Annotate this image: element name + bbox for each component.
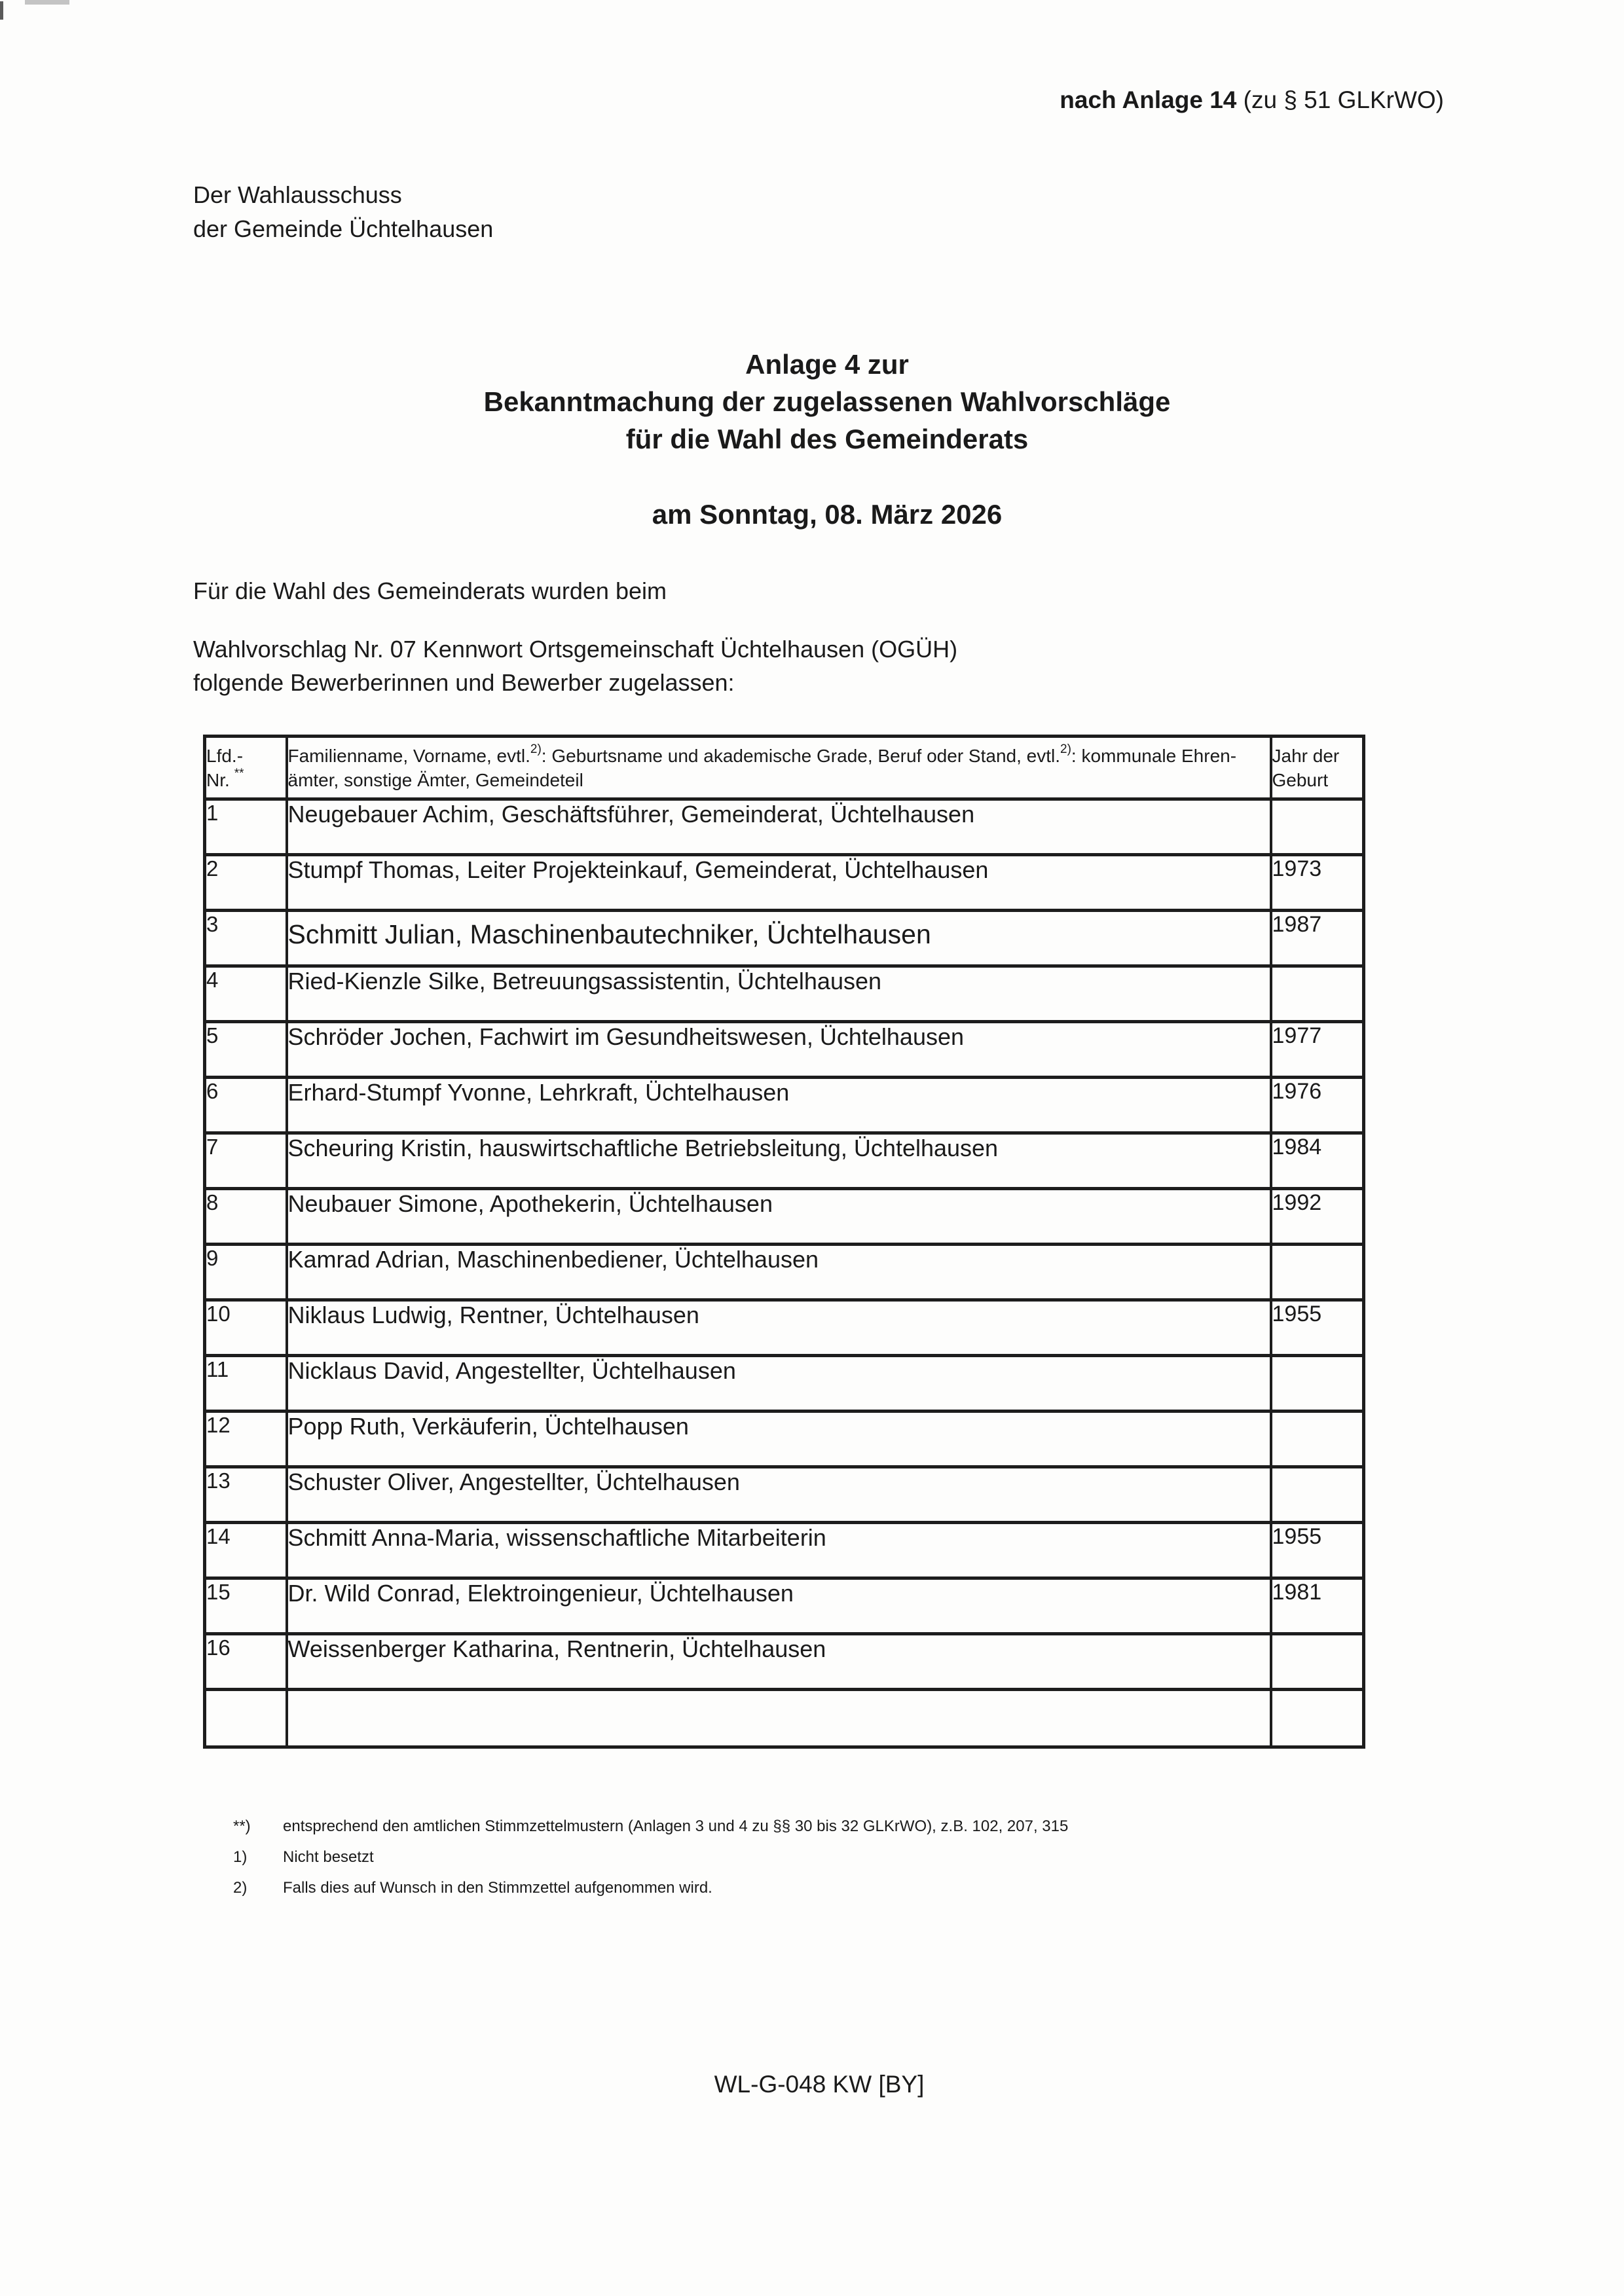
row-number xyxy=(205,1690,287,1747)
row-birth-year xyxy=(1271,1467,1364,1523)
row-number: 14 xyxy=(205,1523,287,1578)
intro-line-3: folgende Bewerberinnen und Bewerber zugelassen: xyxy=(193,669,735,696)
table-row xyxy=(205,1412,1364,1467)
footnote-marker: **) xyxy=(233,1817,251,1835)
table-row xyxy=(205,855,1364,911)
row-candidate xyxy=(287,1690,1271,1747)
table-row xyxy=(205,1133,1364,1189)
row-birth-year: 1984 xyxy=(1271,1133,1364,1189)
intro-block xyxy=(193,632,957,699)
row-candidate: Scheuring Kristin, hauswirtschaftliche Betriebsleitung, Üchtelhausen xyxy=(287,1133,1271,1189)
row-candidate: Stumpf Thomas, Leiter Projekteinkauf, Gemeinderat, Üchtelhausen xyxy=(287,855,1271,911)
sender-line-2: der Gemeinde Üchtelhausen xyxy=(193,215,494,242)
footnote-text: Nicht besetzt xyxy=(283,1848,374,1866)
title-line-1: Anlage 4 zur xyxy=(745,349,909,380)
row-candidate: Neugebauer Achim, Geschäftsführer, Gemeinderat, Üchtelhausen xyxy=(287,799,1271,855)
row-number: 9 xyxy=(205,1245,287,1300)
table-row xyxy=(205,1022,1364,1078)
table-row xyxy=(205,1078,1364,1133)
row-candidate: Kamrad Adrian, Maschinenbediener, Üchtelhausen xyxy=(287,1245,1271,1300)
row-candidate: Niklaus Ludwig, Rentner, Üchtelhausen xyxy=(287,1300,1271,1356)
row-number: 13 xyxy=(205,1467,287,1523)
row-candidate: Nicklaus David, Angestellter, Üchtelhausen xyxy=(287,1356,1271,1412)
row-birth-year xyxy=(1271,1690,1364,1747)
row-candidate: Schuster Oliver, Angestellter, Üchtelhausen xyxy=(287,1467,1271,1523)
header-name-seg2: : Geburtsname und akademische Grade, Beruf oder Stand, evtl. xyxy=(541,746,1061,766)
row-birth-year: 1981 xyxy=(1271,1578,1364,1634)
footnote xyxy=(233,1848,1068,1867)
table-row xyxy=(205,1245,1364,1300)
header-name-sup1: 2) xyxy=(530,742,542,756)
row-number: 1 xyxy=(205,799,287,855)
row-number: 12 xyxy=(205,1412,287,1467)
candidates-table xyxy=(203,735,1365,1749)
row-candidate: Schröder Jochen, Fachwirt im Gesundheitswesen, Üchtelhausen xyxy=(287,1022,1271,1078)
page-title xyxy=(105,346,1549,458)
header-name-seg3: : kommunale Ehren- xyxy=(1071,746,1237,766)
row-number: 8 xyxy=(205,1189,287,1245)
footnote-marker: 2) xyxy=(233,1879,248,1897)
table-header-row xyxy=(205,737,1364,799)
footnote-text: Falls dies auf Wunsch in den Stimmzettel aufgenommen wird. xyxy=(283,1879,712,1897)
form-code: WL-G-048 KW [BY] xyxy=(714,2071,925,2098)
row-birth-year: 1955 xyxy=(1271,1523,1364,1578)
row-birth-year xyxy=(1271,1245,1364,1300)
intro-line-2: Wahlvorschlag Nr. 07 Kennwort Ortsgemeinschaft Üchtelhausen (OGÜH) xyxy=(193,636,958,663)
table-row xyxy=(205,799,1364,855)
footnote-text: entsprechend den amtlichen Stimmzettelmustern (Anlagen 3 und 4 zu §§ 30 bis 32 GLKrWO), z.B. 102, 207, 315 xyxy=(283,1817,1069,1835)
reference-note-bold: nach Anlage 14 xyxy=(1060,86,1237,113)
table-row xyxy=(205,966,1364,1022)
row-birth-year xyxy=(1271,1634,1364,1690)
header-candidate-description xyxy=(287,737,1271,799)
header-name-seg4: ämter, sonstige Ämter, Gemeindeteil xyxy=(287,770,583,790)
row-birth-year: 1992 xyxy=(1271,1189,1364,1245)
title-line-3: für die Wahl des Gemeinderats xyxy=(625,424,1029,454)
row-candidate: Erhard-Stumpf Yvonne, Lehrkraft, Üchtelhausen xyxy=(287,1078,1271,1133)
row-candidate: Dr. Wild Conrad, Elektroingenieur, Üchtelhausen xyxy=(287,1578,1271,1634)
row-number: 7 xyxy=(205,1133,287,1189)
row-birth-year: 1987 xyxy=(1271,911,1364,966)
row-number: 6 xyxy=(205,1078,287,1133)
sender-line-1: Der Wahlausschuss xyxy=(193,181,402,208)
row-birth-year xyxy=(1271,799,1364,855)
table-row xyxy=(205,1356,1364,1412)
row-birth-year: 1955 xyxy=(1271,1300,1364,1356)
header-lfd-label: Lfd.- xyxy=(206,746,244,766)
row-candidate: Weissenberger Katharina, Rentnerin, Üchtelhausen xyxy=(287,1634,1271,1690)
header-birth-year xyxy=(1271,737,1364,799)
header-year-line1: Jahr der xyxy=(1272,746,1340,766)
row-candidate: Ried-Kienzle Silke, Betreuungsassistentin, Üchtelhausen xyxy=(287,966,1271,1022)
footnotes xyxy=(233,1817,1068,1910)
row-birth-year xyxy=(1271,1356,1364,1412)
row-number: 5 xyxy=(205,1022,287,1078)
footnote-marker: 1) xyxy=(233,1848,248,1866)
row-birth-year: 1977 xyxy=(1271,1022,1364,1078)
header-name-sup2: 2) xyxy=(1060,742,1071,756)
row-number: 10 xyxy=(205,1300,287,1356)
table-row xyxy=(205,1634,1364,1690)
row-number: 4 xyxy=(205,966,287,1022)
header-name-seg1: Familienname, Vorname, evtl. xyxy=(287,746,530,766)
row-number: 16 xyxy=(205,1634,287,1690)
row-candidate: Popp Ruth, Verkäuferin, Üchtelhausen xyxy=(287,1412,1271,1467)
row-number: 3 xyxy=(205,911,287,966)
election-date: am Sonntag, 08. März 2026 xyxy=(652,499,1003,530)
table-row xyxy=(205,1467,1364,1523)
header-nr-footnote-mark: ** xyxy=(234,766,244,780)
footnote xyxy=(233,1817,1068,1836)
row-birth-year xyxy=(1271,966,1364,1022)
row-number: 15 xyxy=(205,1578,287,1634)
table-row xyxy=(205,1523,1364,1578)
row-candidate: Schmitt Julian, Maschinenbautechniker, Üchtelhausen xyxy=(287,911,1271,966)
row-birth-year: 1973 xyxy=(1271,855,1364,911)
title-line-2: Bekanntmachung der zugelassenen Wahlvorschläge xyxy=(483,386,1171,417)
table-row xyxy=(205,1189,1364,1245)
reference-note-rest: (zu § 51 GLKrWO) xyxy=(1236,86,1444,113)
row-candidate: Schmitt Anna-Maria, wissenschaftliche Mitarbeiterin xyxy=(287,1523,1271,1578)
footnote xyxy=(233,1879,1068,1897)
table-row xyxy=(205,1578,1364,1634)
row-number: 11 xyxy=(205,1356,287,1412)
table-row-empty xyxy=(205,1690,1364,1747)
scan-artifact xyxy=(25,0,69,5)
header-year-line2: Geburt xyxy=(1272,770,1329,790)
row-number: 2 xyxy=(205,855,287,911)
scan-artifact xyxy=(0,1,3,20)
row-candidate: Neubauer Simone, Apothekerin, Üchtelhausen xyxy=(287,1189,1271,1245)
header-lfd-nr xyxy=(205,737,287,799)
table-row xyxy=(205,911,1364,966)
sender-block xyxy=(193,178,493,246)
header-nr-label: Nr. xyxy=(206,770,230,790)
reference-note xyxy=(0,86,1444,114)
table-row xyxy=(205,1300,1364,1356)
row-birth-year: 1976 xyxy=(1271,1078,1364,1133)
intro-line-1: Für die Wahl des Gemeinderats wurden beim xyxy=(193,577,667,604)
row-birth-year xyxy=(1271,1412,1364,1467)
